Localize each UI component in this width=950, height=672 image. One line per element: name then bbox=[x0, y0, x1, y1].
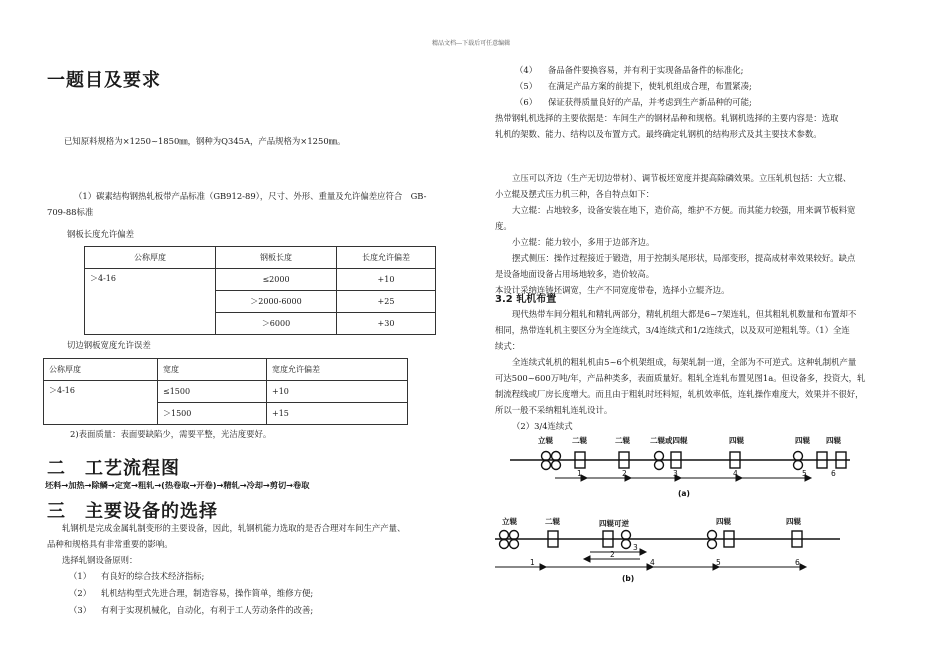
three-quarter-heading: （2）3/4连续式 bbox=[512, 421, 573, 431]
width-table-caption: 切边钢板宽度允许误差 bbox=[67, 340, 151, 350]
stand-label: 四辊 bbox=[786, 517, 801, 526]
stand-label: 四辊 bbox=[795, 436, 810, 445]
pass-number: 4 bbox=[733, 469, 738, 478]
equipment-para-line-1: 轧钢机是完成金属轧制变形的主要设备，因此，轧钢机能力选取的是否合理对车间生产产量、 bbox=[62, 523, 406, 533]
table-cell: +25 bbox=[337, 291, 436, 313]
stand-label: 二辊或四辊 bbox=[650, 436, 688, 445]
edger-line-1: 立压可以齐边（生产无切边带材）、调节板坯宽度并提高除磷效果。立压轧机包括：大立辊、 bbox=[512, 173, 852, 183]
table-cell: +10 bbox=[337, 269, 436, 291]
swing-press-line-2: 是设备地面设备占用场地较多，造价较高。 bbox=[495, 269, 655, 279]
edger-roll bbox=[552, 452, 561, 461]
length-tolerance-table bbox=[84, 246, 436, 335]
table-header-row bbox=[85, 247, 436, 269]
big-edger-line-2: 度。 bbox=[495, 221, 512, 231]
pass-number: 1 bbox=[577, 469, 582, 478]
design-choice: 本设计采纳连铸坯调宽，生产不同宽度带卷，选择小立辊齐边。 bbox=[495, 285, 730, 295]
table-cell: ＞1500 bbox=[158, 403, 267, 425]
stand-label: 四辊 bbox=[826, 436, 841, 445]
layout-line-2: 相同，热带连轧机主要区分为全连续式，3/4连续式和1/2连续式，以及双可逆粗轧等。（1）全连 bbox=[495, 325, 850, 335]
process-flow: 坯料→加热→除鳞→定宽→粗轧→(热卷取→开卷)→精轧→冷却→剪切→卷取 bbox=[45, 480, 310, 490]
table-header-cell: 宽度允许偏差 bbox=[267, 359, 408, 381]
pass-number: 2 bbox=[622, 469, 627, 478]
stand-label: 立辊 bbox=[538, 436, 553, 445]
table-cell-thickness: ＞4-16 bbox=[44, 381, 158, 425]
table-cell: +10 bbox=[267, 381, 408, 403]
stand-label: 四辊可逆 bbox=[599, 519, 629, 528]
equipment-para-line-2: 品种和规格具有非常重要的影响。 bbox=[47, 539, 173, 549]
mill-layout-diagram-a bbox=[505, 430, 855, 500]
principle-number: （1） bbox=[69, 571, 92, 581]
principle-number: （4） bbox=[515, 65, 538, 75]
pass-number: 3 bbox=[633, 543, 638, 552]
stand-label: 二辊 bbox=[545, 517, 560, 526]
reverse-arrowhead bbox=[584, 556, 590, 562]
section-title-equipment: 三 主要设备的选择 bbox=[47, 501, 218, 522]
full-continuous-line-4: 所以一般不采纳粗轧连轧设计。 bbox=[495, 405, 613, 415]
pass-number: 3 bbox=[673, 469, 678, 478]
pass-number: 6 bbox=[831, 469, 836, 478]
basis-line-1: 热带钢轧机选择的主要依据是：车间生产的钢材品种和规格。轧钢机选择的主要内容是：选取 bbox=[495, 113, 839, 123]
flow-arrowhead bbox=[640, 549, 646, 555]
width-tolerance-table bbox=[43, 358, 408, 425]
table-cell: +30 bbox=[337, 313, 436, 335]
principle-text: 有利于实现机械化，自动化，有利于工人劳动条件的改善; bbox=[101, 605, 314, 615]
stand-label: 四辊 bbox=[716, 517, 731, 526]
table-cell: ≤1500 bbox=[158, 381, 267, 403]
table-cell: +15 bbox=[267, 403, 408, 425]
table-cell-thickness: ＞4-16 bbox=[85, 269, 216, 335]
edger-roll bbox=[552, 461, 561, 470]
mill-roll bbox=[794, 452, 803, 461]
edger-roll bbox=[542, 461, 551, 470]
edger-roll bbox=[500, 531, 509, 540]
principle-number: （2） bbox=[69, 588, 92, 598]
principle-number: （3） bbox=[69, 605, 92, 615]
layout-line-1: 现代热带车间分粗轧和精轧两部分，精轧机组大都是6~7架连轧，但其粗轧机数量和布置却不 bbox=[512, 309, 857, 319]
stand-label: 二辊 bbox=[615, 436, 630, 445]
mill-roll bbox=[655, 461, 664, 470]
big-edger-line-1: 大立辊：占地较多，设备安装在地下，造价高，维护不方便。而其能力较强，用来调节板料宽 bbox=[512, 205, 856, 215]
basis-line-2: 轧机的架数、能力、结构以及布置方式。最终确定轧钢机的结构形式及其主要技术参数。 bbox=[495, 129, 822, 139]
principle-text: 保证获得质量良好的产品，并考虑到生产新品种的可能; bbox=[548, 97, 752, 107]
principles-title: 选择轧钢设备原则： bbox=[62, 555, 138, 565]
surface-quality: 2)表面质量：表面要缺陷少，需要平整，光洁度要好。 bbox=[70, 429, 272, 439]
pass-number: 1 bbox=[530, 558, 535, 567]
section-title-process: 二 工艺流程图 bbox=[47, 458, 180, 479]
swing-press-line-1: 摆式侧压：操作过程接近于锻造，用于控制头尾形状，局部变形，提高成材率效果较好。缺点 bbox=[512, 253, 856, 263]
table-header-row bbox=[44, 359, 408, 381]
table-header-cell: 宽度 bbox=[158, 359, 267, 381]
principle-number: （6） bbox=[515, 97, 538, 107]
standard-line-1: （1）碳素结构钢热轧板带产品标准（GB912-89），尺寸、外形、重量及允许偏差应符合 GB- bbox=[74, 191, 427, 201]
layout-line-3: 续式： bbox=[495, 341, 521, 351]
full-continuous-line-2: 可达500~600万吨/年，产品种类多，表面质量好。粗轧全连轧布置见图1a。但设备多，投资大，轧 bbox=[495, 373, 866, 383]
mill-roll bbox=[708, 540, 717, 549]
edger-line-2: 小立辊及摆式压力机三种，各自特点如下： bbox=[495, 189, 655, 199]
mill-layout-diagram-b bbox=[490, 515, 850, 585]
principle-number: （5） bbox=[515, 81, 538, 91]
pass-number: 2 bbox=[610, 550, 615, 559]
section-title-layout bbox=[495, 290, 556, 305]
mill-roll bbox=[708, 531, 717, 540]
table-cell: ≤2000 bbox=[216, 269, 337, 291]
mill-roll bbox=[622, 531, 631, 540]
table-row bbox=[44, 381, 408, 403]
pass-number: 5 bbox=[716, 558, 721, 567]
figure-caption-a: (a) bbox=[678, 489, 690, 498]
table-cell: ＞2000-6000 bbox=[216, 291, 337, 313]
section-title-layout-text: 3.2 轧机布置 bbox=[495, 294, 557, 305]
stand-label: 四辊 bbox=[729, 436, 744, 445]
figure-caption-b: (b) bbox=[622, 574, 635, 583]
standard-line-2: 709-88标准 bbox=[47, 207, 94, 217]
table-cell: ＞6000 bbox=[216, 313, 337, 335]
pass-number: 5 bbox=[802, 469, 807, 478]
section-title-requirements: 一题目及要求 bbox=[47, 70, 161, 91]
small-edger: 小立辊：能力较小，多用于边部齐边。 bbox=[512, 237, 655, 247]
edger-roll bbox=[542, 452, 551, 461]
raw-material-spec: 已知原料规格为×1250~1850㎜，钢种为Q345A，产品规格为×1250㎜。 bbox=[64, 136, 346, 146]
stand-label: 二辊 bbox=[572, 436, 587, 445]
full-continuous-line-1: 全连续式轧机的粗轧机由5~6个机架组成，每架轧制一道，全部为不可逆式。这种轧制机产量 bbox=[512, 357, 857, 367]
full-continuous-line-3: 制流程线或厂房长度增大。而且由于粗轧时坯料短，轧机效率低，连轧操作难度大，效果并不很好， bbox=[495, 389, 864, 399]
pass-number: 6 bbox=[795, 558, 800, 567]
table-row bbox=[85, 269, 436, 291]
principle-text: 在满足产品方案的前提下，使轧机组成合理，布置紧凑; bbox=[548, 81, 752, 91]
edger-roll bbox=[500, 540, 509, 549]
edger-roll bbox=[510, 531, 519, 540]
table-header-cell: 长度允许偏差 bbox=[337, 247, 436, 269]
mill-roll bbox=[622, 540, 631, 549]
stand-label: 立辊 bbox=[502, 517, 517, 526]
length-table-caption: 钢板长度允许偏差 bbox=[67, 229, 134, 239]
principle-text: 备品备件要换容易，并有利于实现备品备件的标准化; bbox=[548, 65, 744, 75]
page-header: 精品文档---下载后可任意编辑 bbox=[432, 40, 511, 47]
table-header-cell: 公称厚度 bbox=[85, 247, 216, 269]
mill-roll bbox=[655, 452, 664, 461]
table-header-cell: 钢板长度 bbox=[216, 247, 337, 269]
principle-text: 轧机结构型式先进合理，制造容易，操作简单，维修方便; bbox=[101, 588, 314, 598]
edger-roll bbox=[510, 540, 519, 549]
table-header-cell: 公称厚度 bbox=[44, 359, 158, 381]
principle-text: 有良好的综合技术经济指标; bbox=[101, 571, 205, 581]
pass-number: 4 bbox=[650, 558, 655, 567]
